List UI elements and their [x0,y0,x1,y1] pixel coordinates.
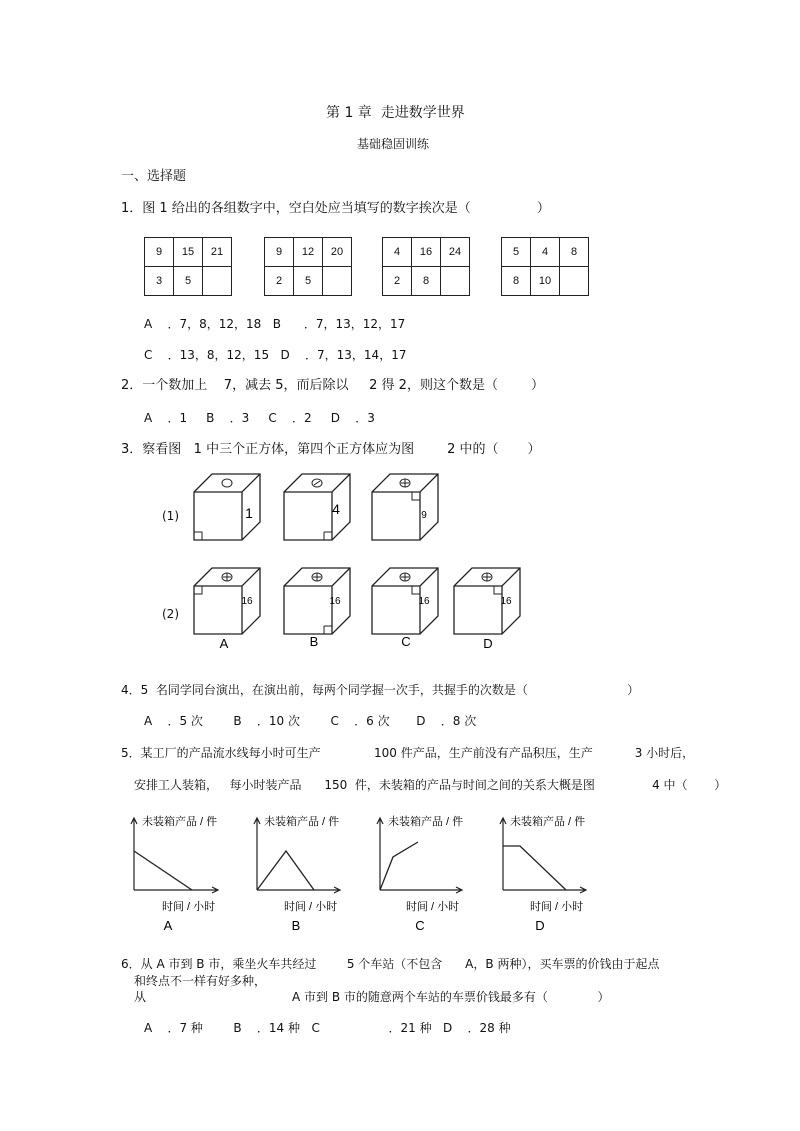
q6-stem-line2: 和终点不一样有好多种， [134,974,267,988]
q1-stem: 1．图 1 给出的各组数字中，空白处应当填写的数字挨次是（ ） [121,201,550,216]
q5-stem-line1: 5．某工厂的产品流水线每小时可生产 100 件产品，生产前没有产品积压，生产 3 小时后， [121,746,695,760]
grid-cell: 5 [502,238,531,267]
q1-options-line1: A ．7，8，12，18 B ．7，13，12，17 [144,317,406,331]
grid-cell: 9 [265,238,294,267]
graph-xlabel: 时间 / 小时 [284,901,338,913]
grid-cell: 8 [560,238,589,267]
cube-option-letter: A [219,636,229,651]
graph-d [500,814,586,933]
grid-cell: 2 [383,267,412,296]
q3-figure2-label: (2) [162,607,179,621]
q4-stem: 4．5 名同学同台演出，在演出前，每两个同学握一次手，共握手的次数是（ ） [121,683,640,697]
page-title: 第 1 章 走进数学世界 [326,105,465,121]
grid-cell: 15 [174,238,203,267]
graph-ylabel: 未装箱产品 / 件 [510,816,586,828]
q1-options-line2: C ．13，8，12，15 D ．7，13，14，17 [144,348,407,362]
cube-face-label: 16 [418,596,430,607]
graph-option-letter: A [163,918,173,933]
graph-option-letter: B [291,918,301,933]
q3-stem: 3．察看图 1 中三个正方体，第四个正方体应为图 2 中的（ ） [121,442,541,457]
q3-figure1-label: (1) [162,509,179,523]
cube-face-label: 16 [329,596,341,607]
graph-option-letter: C [415,918,425,933]
cube-face-label: 16 [500,596,512,607]
q6-stem-line3: A 市到 B 市的随意两个车站的车票价钱最多有（ ） [292,990,610,1004]
grid-cell: 2 [265,267,294,296]
q2-stem: 2．一个数加上 7，减去 5，而后除以 2 得 2，则这个数是（ ） [121,378,545,393]
grid-cell: 8 [412,267,441,296]
q6-stem-line3-prefix: 从 [134,990,147,1004]
cube-face-label: 4 [332,501,340,517]
grid-cell: 16 [412,238,441,267]
graph-xlabel: 时间 / 小时 [406,901,460,913]
cube-face-label: 1 [245,505,253,521]
graph-a [131,814,218,933]
grid-cell: 5 [174,267,203,296]
grid-cell: 20 [323,238,352,267]
grid-cell: 21 [203,238,232,267]
cube-face-label: 9 [421,510,427,521]
grid-cell: 10 [531,267,560,296]
q5-stem-line2: 安排工人装箱， 每小时装产品 150 件，未装箱的产品与时间之间的关系大概是图 4 中（ ） [134,778,727,792]
graph-ylabel: 未装箱产品 / 件 [264,816,340,828]
grid-cell: 4 [531,238,560,267]
page-subtitle: 基础稳固训练 [357,137,430,151]
grid-cell: 8 [502,267,531,296]
graph-ylabel: 未装箱产品 / 件 [388,816,464,828]
grid-cell: 5 [294,267,323,296]
graph-c [377,814,463,933]
graph-ylabel: 未装箱产品 / 件 [142,816,218,828]
cube-option-letter: C [401,634,411,649]
cube-option-letter: B [309,634,319,649]
graph-xlabel: 时间 / 小时 [530,901,584,913]
graph-option-letter: D [535,918,545,933]
graph-xlabel: 时间 / 小时 [162,901,216,913]
grid-cell: 12 [294,238,323,267]
cube-option-letter: D [483,636,493,651]
grid-cell: 3 [145,267,174,296]
cube-face-label: 16 [241,596,253,607]
grid-cell: 4 [383,238,412,267]
grid-cell: 9 [145,238,174,267]
q4-options: A ．5 次 B ．10 次 C ．6 次 D ．8 次 [144,714,477,728]
graph-b [254,814,340,933]
section-heading: 一、选择题 [121,169,187,184]
q2-options: A ．1 B ．3 C ．2 D ．3 [144,411,375,425]
q6-options: A ．7 种 B ．14 种 C ．21 种 D ．28 种 [144,1021,511,1035]
grid-cell: 24 [441,238,470,267]
q6-stem-line1: 6．从 A 市到 B 市，乘坐火车共经过 5 个车站（不包含 A，B 两种），买车票的价钱由于起点 [121,957,660,971]
